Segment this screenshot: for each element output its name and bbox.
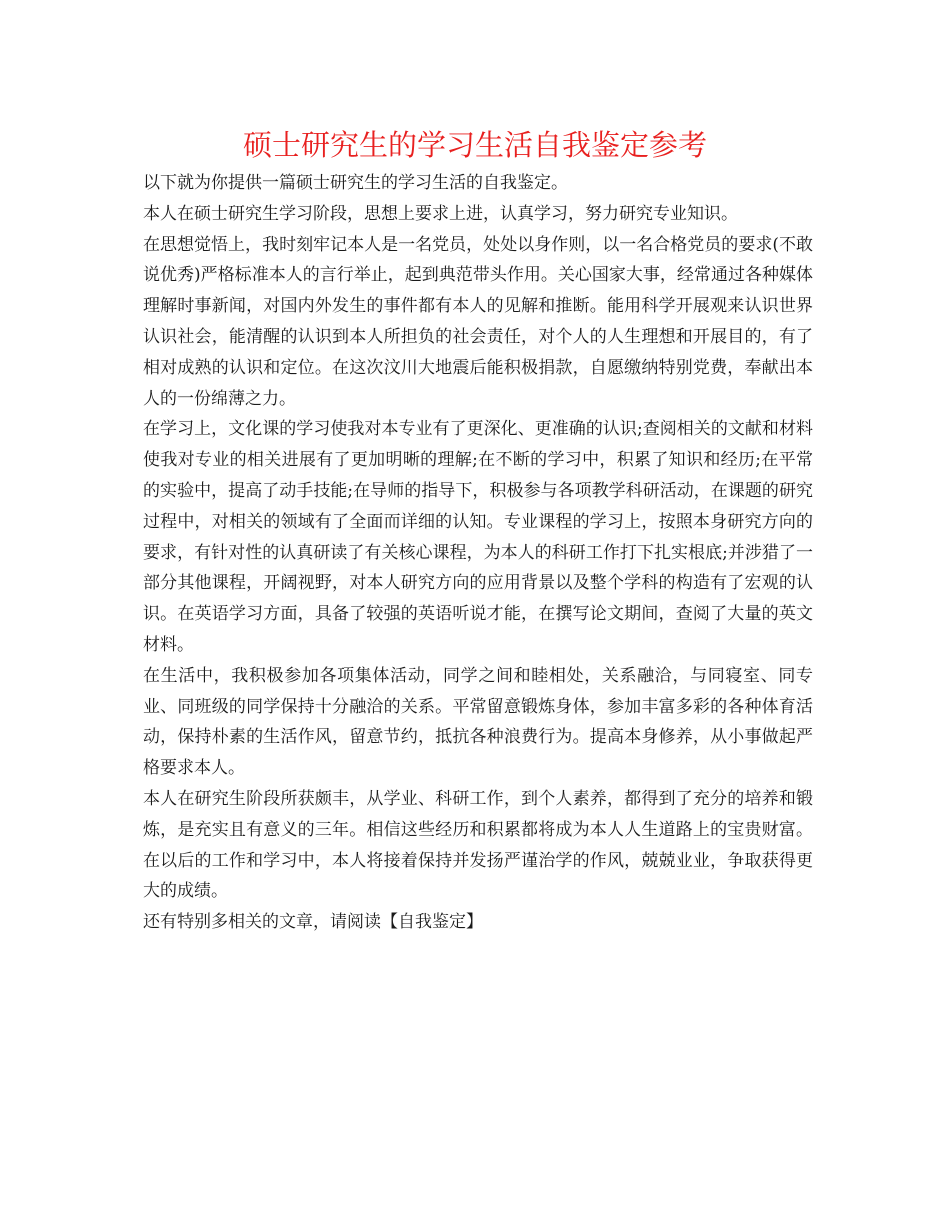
paragraph-summary: 本人在硕士研究生学习阶段，思想上要求上进，认真学习，努力研究专业知识。: [143, 203, 738, 224]
paragraph-related-link: 还有特别多相关的文章，请阅读【自我鉴定】: [143, 912, 483, 933]
document-title: 硕士研究生的学习生活自我鉴定参考: [242, 128, 707, 162]
paragraph-conclusion: 本人在研究生阶段所获颇丰，从学业、科研工作，到个人素养，都得到了充分的培养和锻炼，是充实且有意义的三年。相信这些经历和积累都将成为本人人生道路上的宝贵财富。在以后的工作和学习中，本人将接着保持并发扬严谨治学的作风，兢兢业业，争取获得更大的成绩。: [143, 788, 813, 902]
paragraph-life: 在生活中，我积极参加各项集体活动，同学之间和睦相处，关系融洽，与同寝室、同专业、同班级的同学保持十分融洽的关系。平常留意锻炼身体，参加丰富多彩的各种体育活动，保持朴素的生活作风，留意节约，抵抗各种浪费行为。提高本身修养，从小事做起严格要求本人。: [143, 665, 813, 779]
paragraph-ideology: 在思想觉悟上，我时刻牢记本人是一名党员，处处以身作则，以一名合格党员的要求(不敢说优秀)严格标准本人的言行举止，起到典范带头作用。关心国家大事，经常通过各种媒体理解时事新闻，对国内外发生的事件都有本人的见解和推断。能用科学开展观来认识世界认识社会，能清醒的认识到本人所担负的社会责任，对个人的人生理想和开展目的，有了相对成熟的认识和定位。在这次汶川大地震后能积极捐款，自愿缴纳特别党费，奉献出本人的一份绵薄之力。: [143, 234, 813, 409]
paragraph-intro: 以下就为你提供一篇硕士研究生的学习生活的自我鉴定。: [143, 173, 568, 193]
document-body: [143, 168, 813, 938]
paragraph-study: 在学习上，文化课的学习使我对本专业有了更深化、更准确的认识;查阅相关的文献和材料使我对专业的相关进展有了更加明晰的理解;在不断的学习中，积累了知识和经历;在平常的实验中，提高了动手技能;在导师的指导下，积极参与各项教学科研活动，在课题的研究过程中，对相关的领域有了全面而详细的认知。专业课程的学习上，按照本身研究方向的要求，有针对性的认真研读了有关核心课程，为本人的科研工作打下扎实根底;并涉猎了一部分其他课程，开阔视野，对本人研究方向的应用背景以及整个学科的构造有了宏观的认识。在英语学习方面，具备了较强的英语听说才能，在撰写论文期间，查阅了大量的英文材料。: [143, 419, 813, 655]
